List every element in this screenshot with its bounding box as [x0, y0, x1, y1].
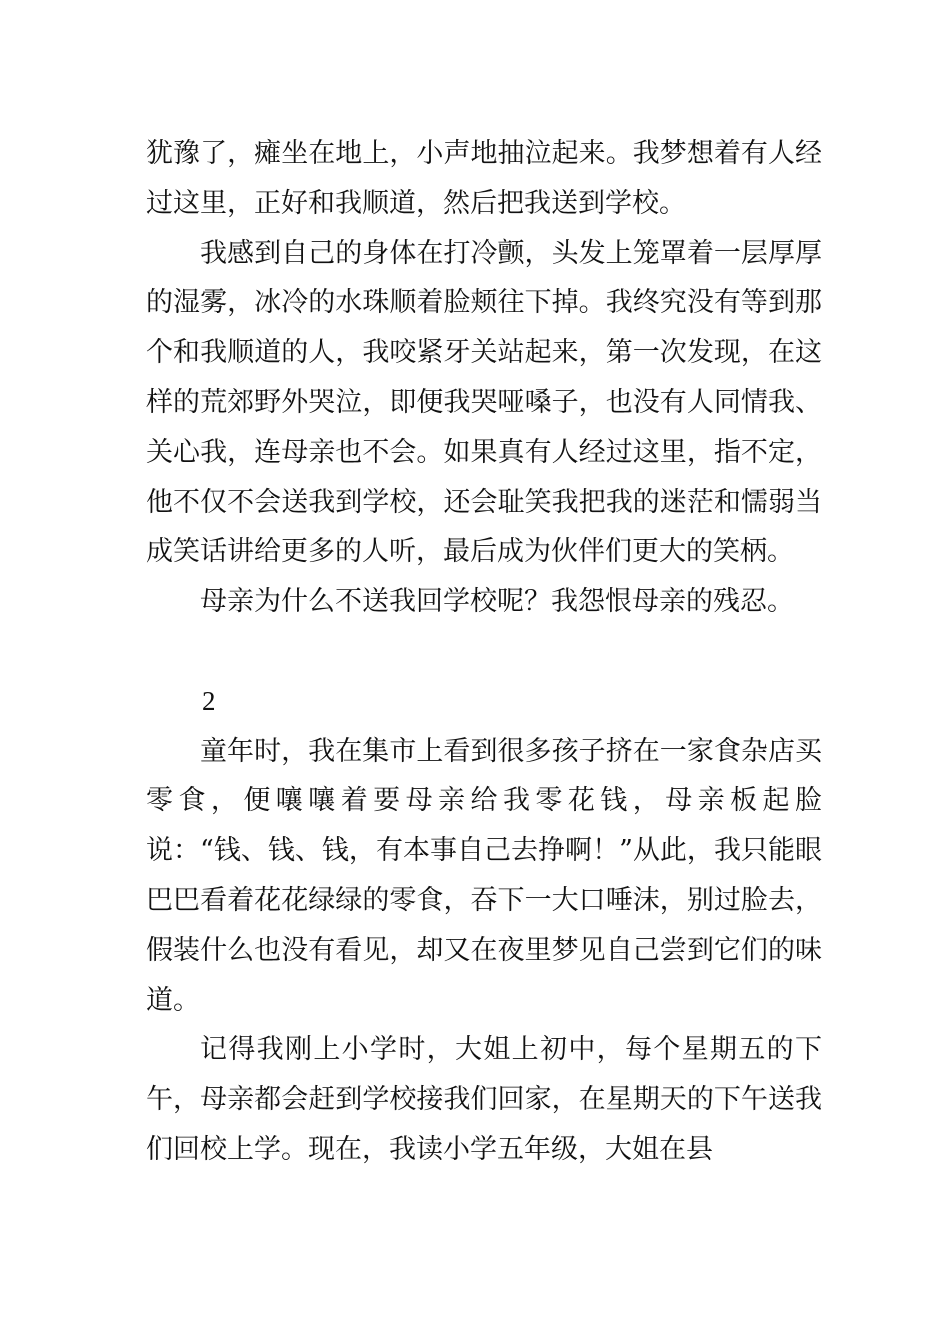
paragraph-2: 我感到自己的身体在打冷颤，头发上笼罩着一层厚厚的湿雾，冰冷的水珠顺着脸颊往下掉。我终究没有等到那个和我顺道的人，我咬紧牙关站起来，第一次发现，在这样的荒郊野外哭泣，即便我哭哑嗓子，也没有人同情我、关心我，连母亲也不会。如果真有人经过这里，指不定，他不仅不会送我到学校，还会耻笑我把我的迷茫和懦弱当成笑话讲给更多的人听，最后成为伙伴们更大的笑柄。 [146, 237, 822, 568]
paragraph-1: 犹豫了，瘫坐在地上，小声地抽泣起来。我梦想着有人经过这里，正好和我顺道，然后把我送到学校。 [146, 138, 822, 219]
section-spacer [146, 627, 822, 677]
paragraph-4: 童年时，我在集市上看到很多孩子挤在一家食杂店买零食，便嚷嚷着要母亲给我零花钱，母亲板起脸说：“钱、钱、钱，有本事自己去挣啊！”从此，我只能眼巴巴看着花花绿绿的零食，吞下一大口唾沫，别过脸去，假装什么也没有看见，却又在夜里梦见自己尝到它们的味道。 [146, 735, 822, 1016]
paragraph-3: 母亲为什么不送我回学校呢？我怨恨母亲的残忍。 [200, 586, 794, 618]
paragraph-5: 记得我刚上小学时，大姐上初中，每个星期五的下午，母亲都会赶到学校接我们回家，在星期天的下午送我们回校上学。现在，我读小学五年级，大姐在县 [146, 1034, 822, 1165]
body-text [146, 129, 822, 1175]
section-number: 2 [202, 685, 216, 716]
